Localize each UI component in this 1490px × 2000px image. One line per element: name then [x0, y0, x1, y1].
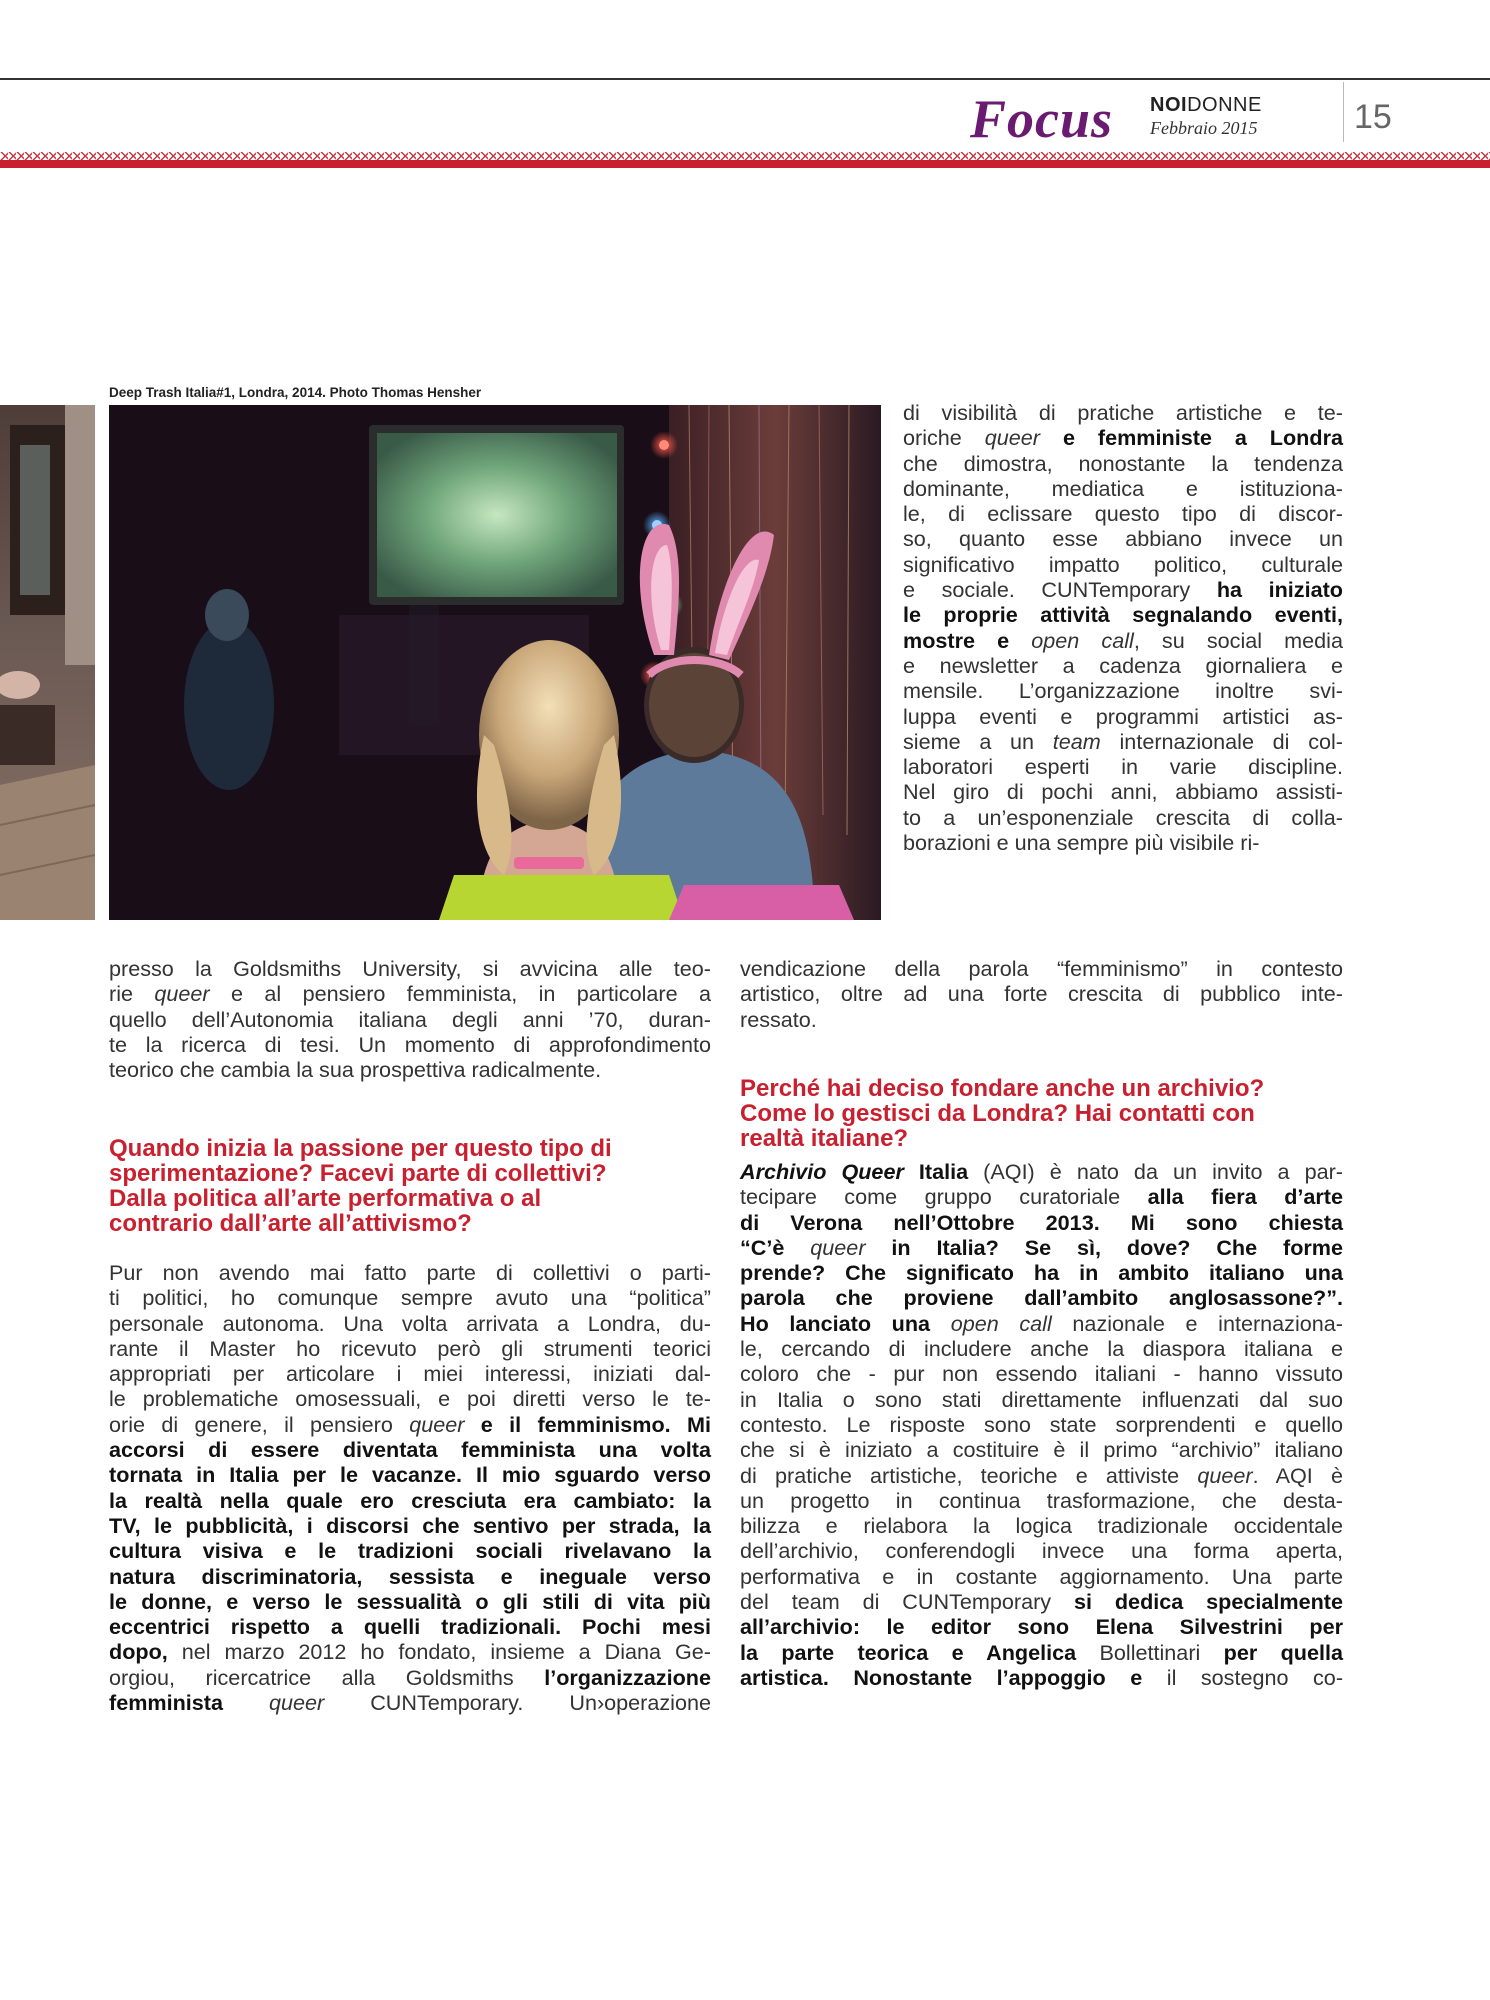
text-run: eccentrici rispetto a quelli tradizionali. Pochi mesi: [109, 1614, 711, 1640]
text-line: [903, 425, 1343, 450]
text-run: queer: [409, 1411, 465, 1437]
question-line: realtà italiane?: [740, 1125, 909, 1152]
text-line: [740, 1387, 1343, 1412]
text-line: [109, 1538, 711, 1563]
text-line: [109, 1386, 711, 1411]
text-line: [109, 1614, 711, 1639]
text-line: [903, 779, 1343, 804]
text-line: [903, 577, 1343, 602]
text-run: nel marzo 2012 ho fondato, insieme a Diana Ge-: [167, 1639, 711, 1665]
text-run: te la ricerca di tesi. Un momento di approfondimento: [109, 1031, 711, 1057]
text-line: [740, 1336, 1343, 1361]
text-line: [740, 1614, 1343, 1639]
text-run: orie di genere, il pensiero: [109, 1411, 410, 1437]
text-run: so, quanto esse abbiano invece un: [903, 526, 1343, 552]
question-line: sperimentazione? Facevi parte di collettivi?: [109, 1160, 607, 1187]
text-run: mostre e: [903, 627, 1032, 653]
text-run: le proprie attività segnalando eventi,: [903, 602, 1343, 628]
text-line: [903, 501, 1343, 526]
text-line: [109, 1361, 711, 1386]
text-run: di pratiche artistiche, teoriche e attiviste: [740, 1462, 1198, 1488]
text-run: vendicazione della parola “femminismo” in contesto: [740, 956, 1343, 981]
text-run: le, cercando di includere anche la diaspora italiana e: [740, 1336, 1343, 1362]
issue-date: Febbraio 2015: [1150, 118, 1258, 138]
event-photo: [109, 405, 881, 920]
text-line: [740, 1412, 1343, 1437]
text-line: [740, 1007, 1343, 1032]
text-run: cultura visiva e le tradizioni sociali rivelavano la: [109, 1538, 711, 1564]
text-line: [109, 1311, 711, 1336]
brand-bold: NOI: [1150, 94, 1188, 116]
text-run: luppa eventi e programmi artistici as-: [903, 703, 1343, 729]
text-run: di Verona nell’Ottobre 2013. Mi sono chiesta: [740, 1209, 1343, 1235]
text-line: [903, 476, 1343, 501]
text-run: significativo impatto politico, culturale: [903, 551, 1343, 577]
text-run: l’organizzazione: [544, 1664, 711, 1690]
text-run: Pur non avendo mai fatto parte di collettivi o parti-: [109, 1260, 711, 1285]
text-run: rante il Master ho ricevuto però gli strumenti teorici: [109, 1335, 711, 1361]
text-run: la parte teorica e Angelica: [740, 1639, 1077, 1665]
text-run: teorico che cambia la sua prospettiva radicalmente.: [109, 1057, 602, 1083]
text-line: [740, 1665, 1343, 1690]
text-run: internazionale di col-: [1100, 728, 1343, 754]
text-run: queer: [1197, 1462, 1253, 1488]
text-line: [740, 1184, 1343, 1209]
text-run: personale autonoma. Una volta arrivata a Londra, du-: [109, 1310, 711, 1336]
text-run: che si è iniziato a costituire è il primo “archivio” italiano: [740, 1437, 1343, 1463]
text-run: e sociale. CUNTemporary: [903, 577, 1217, 603]
text-line: [109, 1437, 711, 1462]
text-run: le donne, e verso le sessualità o gli stili di vita più: [109, 1588, 711, 1614]
text-run: la realtà nella quale ero cresciuta era cambiato: la: [109, 1487, 711, 1513]
text-line: [903, 526, 1343, 551]
text-run: dell’archivio, conferendogli invece una forma aperta,: [740, 1538, 1343, 1564]
text-line: [109, 1639, 711, 1664]
text-run: queer: [810, 1234, 866, 1260]
text-line: [109, 1665, 711, 1690]
text-run: queer: [268, 1690, 325, 1716]
text-run: all’archivio: le editor sono Elena Silvestrini per: [740, 1614, 1343, 1640]
text-run: ti politici, ho comunque sempre avuto una “politica”: [109, 1285, 711, 1311]
masthead: [0, 88, 1490, 148]
text-line: [109, 1260, 711, 1285]
text-line: [740, 1640, 1343, 1665]
text-line: [740, 1437, 1343, 1462]
text-run: contesto. Le risposte sono state sorprendenti e quello: [740, 1411, 1343, 1437]
text-run: “C’è: [740, 1234, 811, 1260]
text-line: [740, 1260, 1343, 1285]
text-line: [109, 981, 711, 1006]
text-run: Bollettinari: [1076, 1639, 1224, 1665]
text-line: [903, 451, 1343, 476]
text-line: [109, 1007, 711, 1032]
text-run: bilizza e rielabora la logica tradizionale occidentale: [740, 1513, 1343, 1539]
text-line: [109, 1488, 711, 1513]
adjacent-photo-illustration: [0, 405, 95, 920]
question-line: Dalla politica all’arte performativa o al: [109, 1185, 542, 1212]
text-line: [903, 704, 1343, 729]
text-run: borazioni e una sempre più visibile ri-: [903, 830, 1260, 856]
text-run: nazionale e internaziona-: [1051, 1310, 1343, 1336]
text-run: CUNTemporary. Un›operazione: [324, 1690, 712, 1716]
text-line: [740, 1235, 1343, 1260]
text-line: [903, 729, 1343, 754]
text-run: . AQI è: [1252, 1462, 1343, 1488]
text-line: [740, 1159, 1343, 1184]
top-rule: [0, 78, 1490, 80]
text-run: sieme a un: [903, 728, 1053, 754]
text-run: si dedica specialmente: [1073, 1589, 1343, 1615]
answer-text-1: [109, 1260, 711, 1715]
text-line: [109, 1564, 711, 1589]
text-line: [109, 1336, 711, 1361]
question-line: Perché hai deciso fondare anche un archivio?: [740, 1075, 1265, 1102]
red-band: [0, 160, 1490, 168]
text-run: TV, le pubblicità, i discorsi che sentivo per strada, la: [109, 1512, 711, 1538]
text-line: [740, 1513, 1343, 1538]
question-line: Come lo gestisci da Londra? Hai contatti con: [740, 1100, 1255, 1127]
text-run: le, di eclissare questo tipo di discor-: [903, 501, 1343, 527]
adjacent-photo-fragment: [0, 405, 95, 920]
text-run: presso la Goldsmiths University, si avvicina alle teo-: [109, 956, 711, 981]
text-run: Italia: [903, 1159, 969, 1184]
text-run: rie: [109, 981, 155, 1007]
text-run: del team di CUNTemporary: [740, 1589, 1074, 1615]
text-run: alla fiera d’arte: [1147, 1184, 1343, 1210]
right-column-text-continued: [740, 956, 1343, 1032]
text-run: dopo,: [109, 1639, 168, 1665]
text-run: open call: [930, 1310, 1052, 1336]
text-run: orgiou, ricercatrice alla Goldsmiths: [109, 1664, 545, 1690]
text-run: (AQI) è nato da un invito a par-: [968, 1159, 1343, 1184]
question-heading-1: [109, 1136, 729, 1236]
text-run: in Italia o sono stati direttamente influenzati dal suo: [740, 1386, 1343, 1412]
brand-logo: [1150, 94, 1262, 117]
text-line: [740, 981, 1343, 1006]
right-column-text-top: [903, 400, 1343, 855]
event-photo-illustration: [109, 405, 881, 920]
text-line: [740, 1463, 1343, 1488]
text-line: [903, 830, 1343, 855]
text-run: e femministe a Londra: [1040, 425, 1343, 451]
photo-caption: Deep Trash Italia#1, Londra, 2014. Photo Thomas Hensher: [109, 385, 482, 400]
text-line: [903, 754, 1343, 779]
text-run: ha iniziato: [1216, 577, 1343, 603]
text-line: [740, 1285, 1343, 1310]
text-run: Archivio Queer: [740, 1159, 904, 1184]
text-run: il sostegno co-: [1142, 1664, 1344, 1690]
text-run: Nel giro di pochi anni, abbiamo assisti-: [903, 779, 1343, 805]
text-run: e il femminismo. Mi: [464, 1411, 711, 1437]
text-run: che dimostra, nonostante la tendenza: [903, 450, 1343, 476]
text-line: [740, 1361, 1343, 1386]
answer-text-2: [740, 1159, 1343, 1690]
text-run: di visibilità di pratiche artistiche e te-: [903, 400, 1343, 425]
text-line: [740, 1210, 1343, 1235]
text-run: per quella: [1223, 1639, 1343, 1665]
text-run: tecipare come gruppo curatoriale: [740, 1184, 1148, 1210]
text-line: [903, 552, 1343, 577]
question-line: contrario dall’arte all’attivismo?: [109, 1210, 472, 1237]
header-divider: [1343, 82, 1344, 142]
text-run: queer: [154, 981, 210, 1007]
text-line: [740, 1488, 1343, 1513]
text-run: to a un’esponenziale crescita di colla-: [903, 804, 1343, 830]
section-title: Focus: [970, 89, 1114, 149]
text-run: performativa e in costante aggiornamento. Una parte: [740, 1563, 1343, 1589]
text-line: [109, 1589, 711, 1614]
text-line: [109, 1412, 711, 1437]
text-line: [903, 628, 1343, 653]
text-run: appropriati per articolare i miei interessi, iniziati dal-: [109, 1361, 711, 1387]
text-line: [109, 1462, 711, 1487]
text-run: in Italia? Se sì, dove? Che forme: [865, 1234, 1343, 1260]
text-run: , su social media: [1133, 627, 1343, 653]
question-heading-2: [740, 1076, 1360, 1151]
text-run: prende? Che significato ha in ambito italiano una: [740, 1260, 1343, 1286]
text-line: [109, 1513, 711, 1538]
text-line: [109, 1285, 711, 1310]
text-run: accorsi di essere diventata femminista una volta: [109, 1437, 711, 1463]
text-line: [740, 1564, 1343, 1589]
text-run: natura discriminatoria, sessista e ineguale verso: [109, 1563, 711, 1589]
text-run: coloro che - pur non essendo italiani - hanno vissuto: [740, 1361, 1343, 1387]
text-run: open call: [1031, 627, 1134, 653]
text-run: e al pensiero femminista, in particolare a: [209, 981, 711, 1007]
left-column-intro-text: [109, 956, 711, 1082]
text-run: team: [1052, 728, 1101, 754]
text-run: e newsletter a cadenza giornaliera e: [903, 652, 1343, 678]
text-run: artistico, oltre ad una forte crescita di pubblico inte-: [740, 981, 1343, 1007]
text-line: [109, 1690, 711, 1715]
text-run: oriche: [903, 425, 985, 451]
text-run: ressato.: [740, 1006, 817, 1032]
text-run: queer: [984, 425, 1040, 451]
question-line: Quando inizia la passione per questo tipo di: [109, 1135, 612, 1162]
text-run: dominante, mediatica e istituziona-: [903, 475, 1343, 501]
text-line: [903, 805, 1343, 830]
text-line: [740, 1311, 1343, 1336]
text-line: [903, 400, 1343, 425]
text-line: [903, 653, 1343, 678]
text-run: femminista: [109, 1690, 269, 1716]
text-line: [109, 956, 711, 981]
text-run: le problematiche omosessuali, e poi diretti verso le te-: [109, 1386, 711, 1412]
text-run: artistica. Nonostante l’appoggio e: [740, 1664, 1143, 1690]
text-run: quello dell’Autonomia italiana degli anni ’70, duran-: [109, 1006, 711, 1032]
text-line: [740, 1538, 1343, 1563]
text-run: un progetto in continua trasformazione, che desta-: [740, 1487, 1343, 1513]
text-line: [740, 1589, 1343, 1614]
text-line: [109, 1032, 711, 1057]
text-line: [903, 678, 1343, 703]
text-line: [903, 602, 1343, 627]
brand-light: DONNE: [1187, 94, 1262, 116]
text-line: [109, 1057, 711, 1082]
text-run: Ho lanciato una: [740, 1310, 931, 1336]
page-number: 15: [1354, 98, 1392, 136]
text-run: tornata in Italia per le vacanze. Il mio sguardo verso: [109, 1462, 711, 1488]
text-line: [740, 956, 1343, 981]
text-run: laboratori esperti in varie discipline.: [903, 754, 1343, 780]
text-run: mensile. L’organizzazione inoltre svi-: [903, 678, 1343, 704]
text-run: parola che proviene dall’ambito anglosassone?”.: [740, 1285, 1343, 1311]
